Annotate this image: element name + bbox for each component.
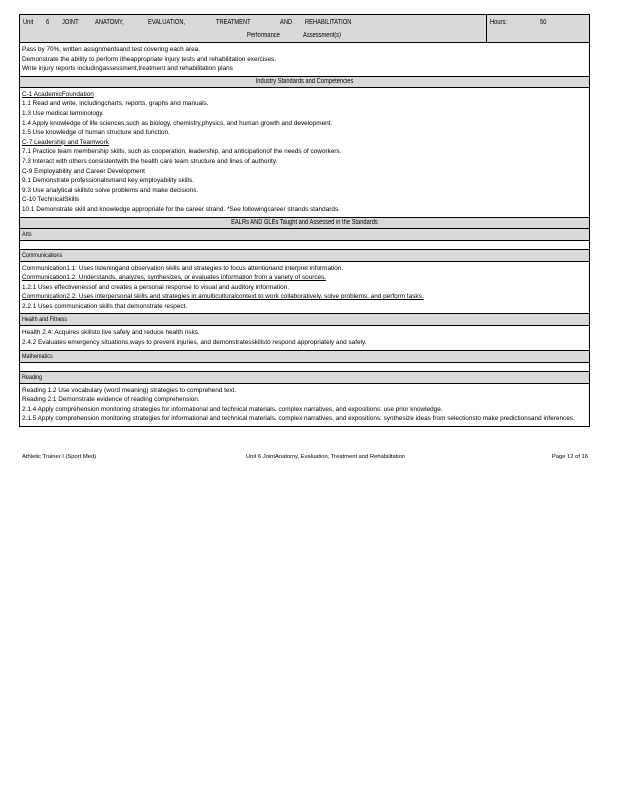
title-word-4: TREATMENT <box>216 19 251 26</box>
title-word-5: AND <box>280 19 293 26</box>
assessment-line: Pass by 70%, written assignmentsand test covering each area. <box>22 46 200 53</box>
ealrs-heading: EALRs AND GLEs Taught and Assessed in the Standards <box>231 218 378 226</box>
communications-line: Communication1.1: Uses listeningand observation skills and strategies to focus attentionand interpret information. <box>22 264 344 272</box>
communications-line: 1.2.1 Uses effectivenessof and creates a personal response to visual and auditory information. <box>22 283 290 291</box>
hours-cell <box>487 15 589 42</box>
reading-line: 2.1.4 Apply comprehension monitoring strategies for informational and technical materials, complex narratives, and expositions: use prior knowledge. <box>22 405 443 413</box>
health-block <box>20 326 589 350</box>
standard-line: 9.3 Use analytical skillsto solve problems and make decisions. <box>22 186 199 194</box>
standard-line: C-10 TechnicalSkills <box>22 196 80 204</box>
standard-line: 1.5 Use knowledge of human structure and function. <box>22 129 170 137</box>
assessment-line: Demonstrate the ability to perform itheappropriate injury tests and rehabilitation exercises. <box>22 55 276 63</box>
standard-line: 9.1 Demonstrate professionalismand key employability skills. <box>22 177 194 185</box>
assessment-line: Write injury reports includingassessment,treatment and rehabilitation plans <box>22 65 233 73</box>
title-word-3: EVALUATION, <box>148 19 186 26</box>
industry-standards-heading: Industry Standards and Competencies <box>255 77 354 85</box>
health-line: 2.4.2 Evaluates emergency situations,ways to prevent injuries, and demonstratesskillsto respond appropriately and safely. <box>22 339 367 347</box>
unit-header-row <box>20 15 589 43</box>
standard-line: 1.4 Apply knowledge of life sciences,such as biology, chemistry,physics, and human growth and development. <box>22 119 333 127</box>
hours-label: Hours: <box>490 19 507 26</box>
section-title: Reading <box>22 373 43 381</box>
communications-line: Communication1.2: Understands, analyzes, synthesizes, or evaluates information from a variety of sources. <box>22 274 327 282</box>
section-mathematics <box>20 351 589 363</box>
title-word-2: ANATOMY, <box>95 19 124 26</box>
standard-line: 7.1 Practice team membership skills, such as cooperation, leadership, and anticipationof the needs of coworkers. <box>22 148 342 156</box>
performance-assessment-block <box>20 43 589 77</box>
section-title: Communications <box>22 251 63 259</box>
document-page <box>19 14 590 427</box>
health-line: Health 2.4: Acquires skillsto live safely and reduce health risks. <box>22 329 200 337</box>
footer-page-number: Page 12 of 16 <box>551 454 588 460</box>
standard-line: C-9 Employability and Career Development <box>22 167 145 175</box>
standard-line: 7.3 Interact with others consistentwith the health care team structure and lines of authority. <box>22 157 278 165</box>
footer-unit-title: Unit 6 JointAnatomy, Evaluation, Treatment and Rehabilitation <box>246 454 406 460</box>
performance-label: Performance <box>247 32 280 39</box>
reading-block <box>20 384 589 426</box>
unit-number: 6 <box>46 19 50 26</box>
arts-empty-row <box>20 241 589 250</box>
section-health-fitness <box>20 314 589 326</box>
standard-line: C-1 AcademicFoundation <box>22 90 94 98</box>
section-reading <box>20 372 589 384</box>
standard-line: C-7 Leadership and Teamwork <box>22 138 109 146</box>
standard-line: 1.3 Use medical terminology. <box>22 109 104 117</box>
standards-block <box>20 88 589 218</box>
reading-line: 2.1.5 Apply comprehension monitoring strategies for informational and technical materials, complex narratives, and expositions: synthesize ideas from selectionsto make predictionsand inferences. <box>22 415 575 423</box>
assessment-label: Assessment(s) <box>303 32 341 39</box>
communications-line: Communication2.2: Uses interpersonal skills and strategies in amulticulturalcontext to work collaboratively, solve problems, and perform tasks. <box>22 293 424 301</box>
section-title: Health and Fitness <box>22 316 68 324</box>
section-title: Arts <box>22 230 32 238</box>
mathematics-empty-row <box>20 363 589 372</box>
section-communications <box>20 250 589 262</box>
section-arts <box>20 229 589 241</box>
unit-label: Unit <box>23 19 34 26</box>
reading-line: Reading 1.2 Use vocabulary (word meaning) strategies to comprehend text. <box>22 386 237 394</box>
communications-line: 2.2.1 Uses communication skills that demonstrate respect. <box>22 302 188 310</box>
communications-block <box>20 262 589 315</box>
reading-line: Reading 2.1 Demonstrate evidence of reading comprehension. <box>22 396 200 404</box>
unit-title-cell <box>20 15 487 42</box>
footer-course: Athletic Trainer I (Sport Med) <box>22 454 97 460</box>
industry-standards-band <box>20 77 589 88</box>
section-title: Mathematics <box>22 352 53 360</box>
title-word-1: JOINT <box>62 19 79 26</box>
ealrs-band <box>20 218 589 229</box>
unit-table <box>19 14 590 427</box>
title-word-6: REHABILITATION <box>305 19 352 26</box>
standard-line: 1.1 Read and write, includingcharts, reports, graphs and manuals. <box>22 100 209 108</box>
hours-value: 50 <box>540 19 547 26</box>
standard-line: 10.1 Demonstrate skill and knowledge appropriate for the career strand. *See followingcareer strands standards. <box>22 205 340 213</box>
